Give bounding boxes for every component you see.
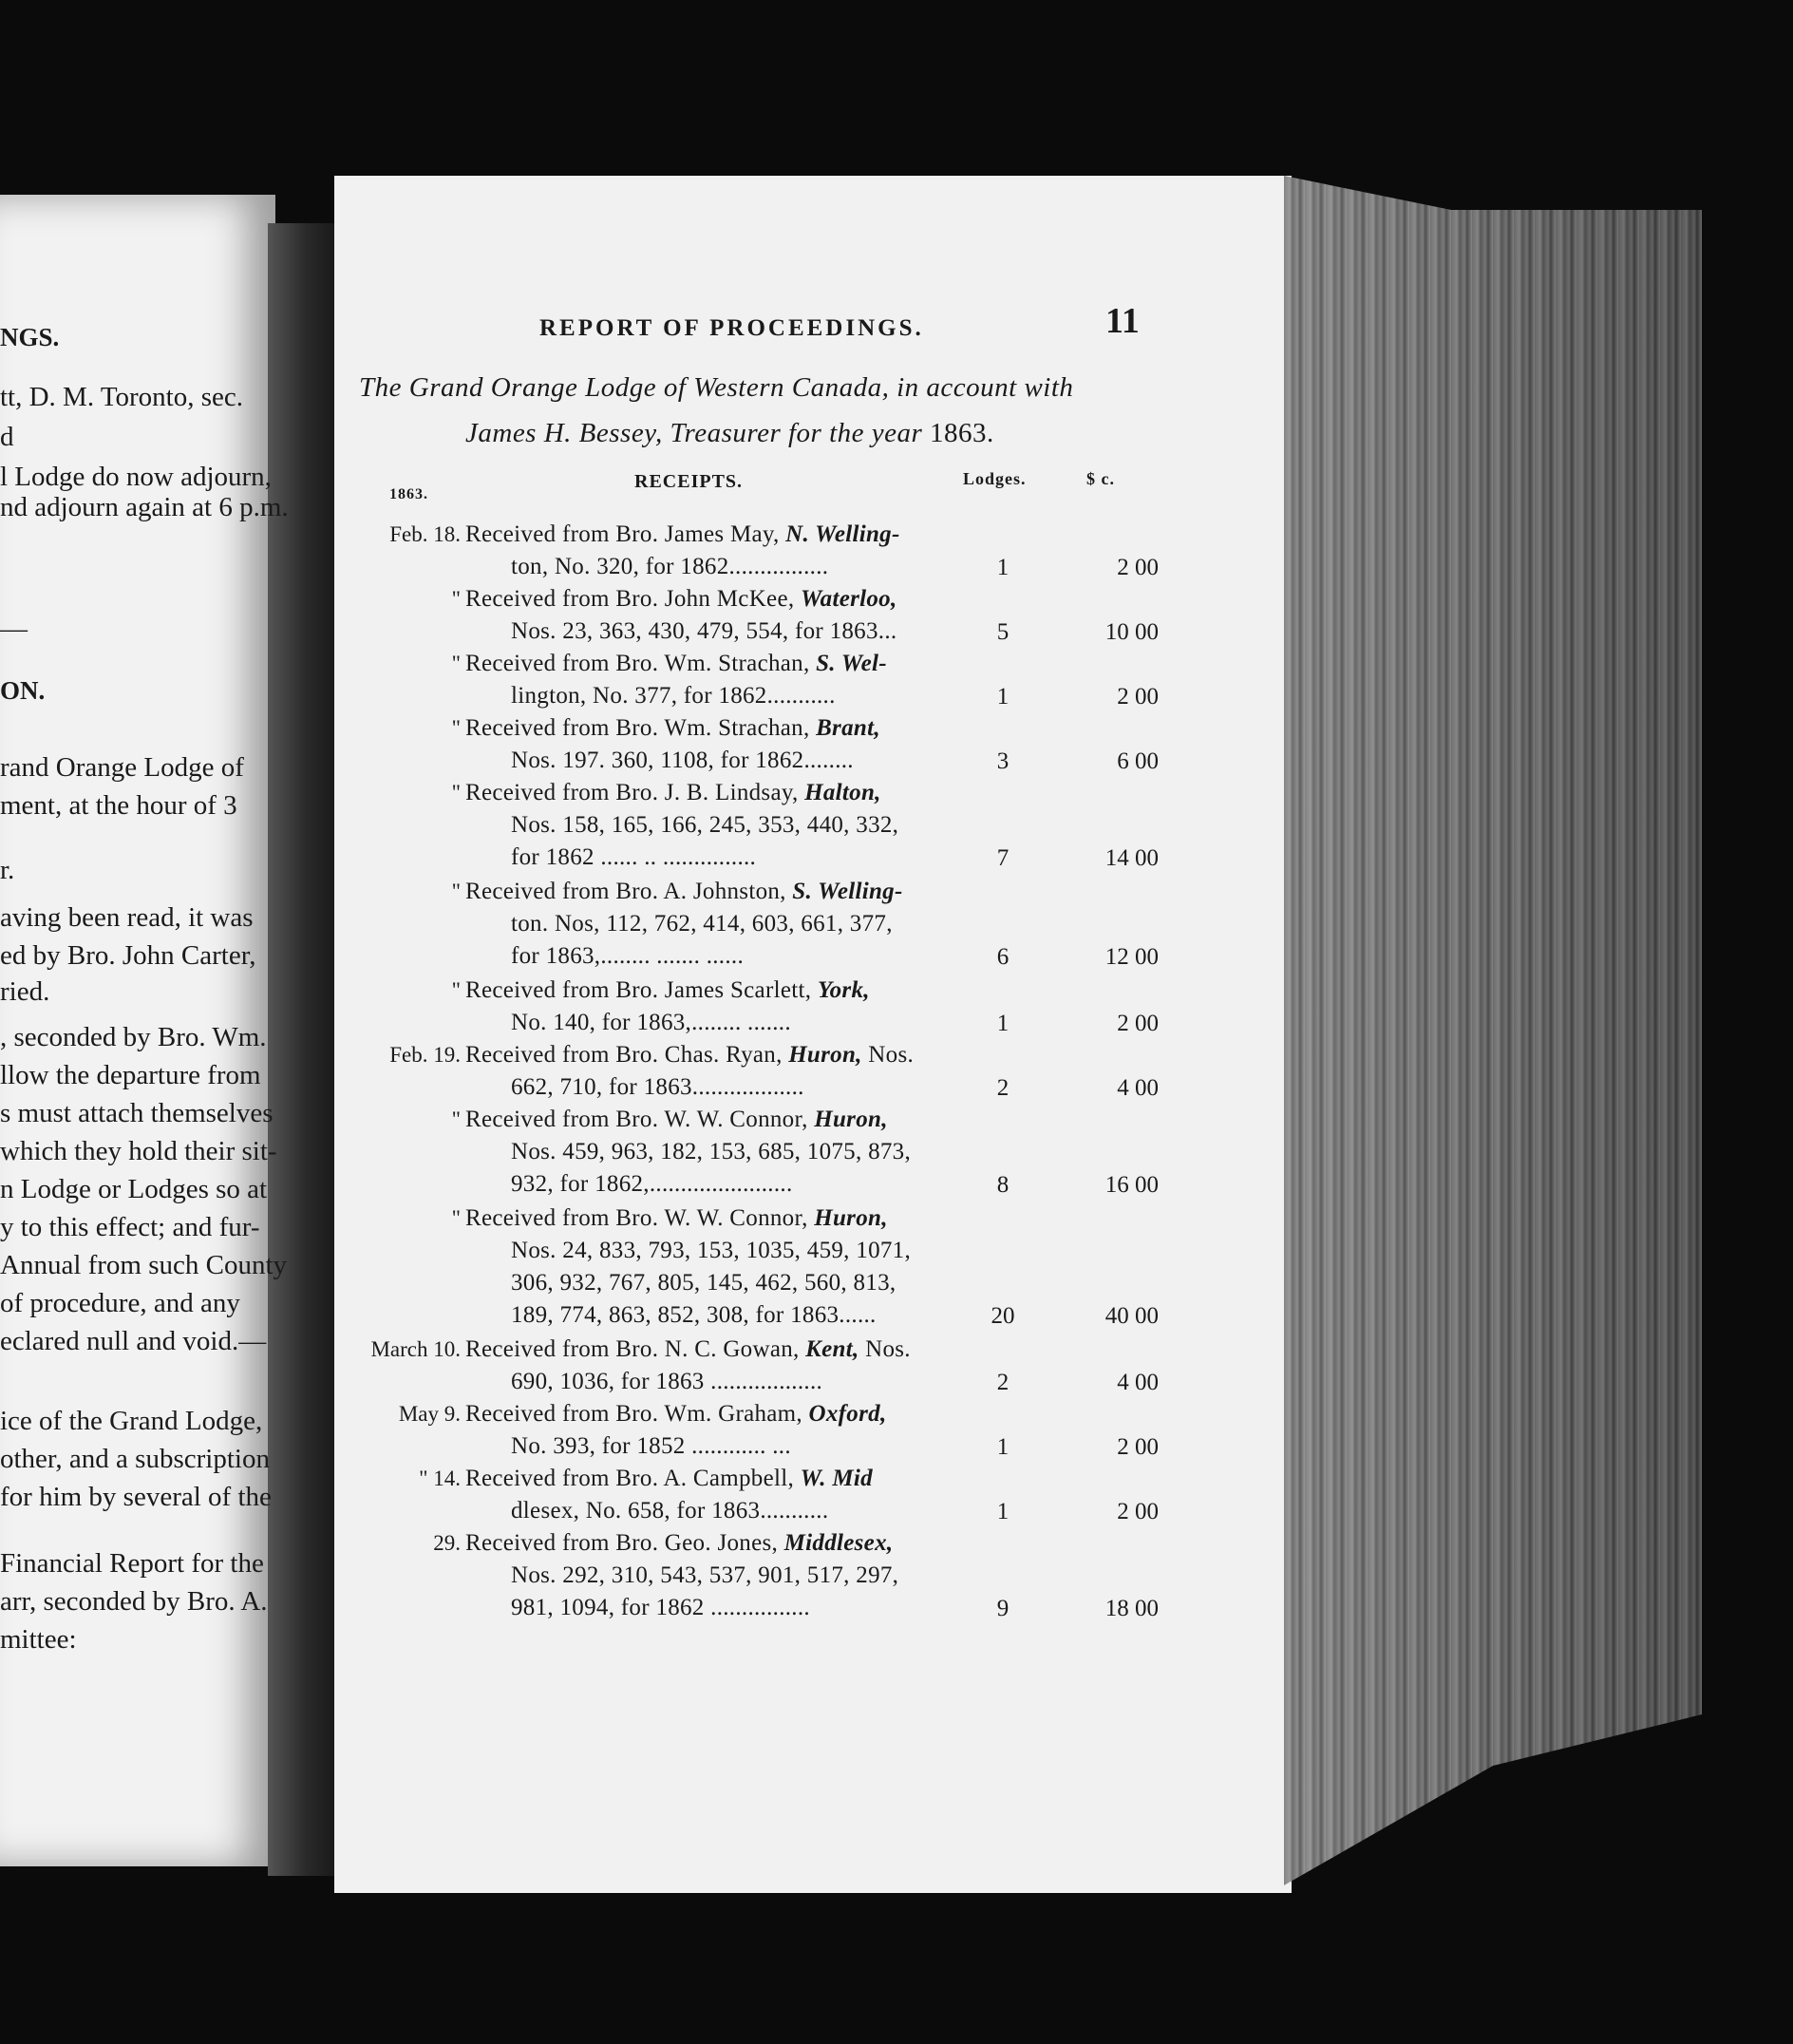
row-lodges: 7 bbox=[996, 845, 1010, 871]
row-amount: 2 00 bbox=[1117, 1499, 1159, 1524]
row-amount: 6 00 bbox=[1117, 748, 1159, 774]
row-line2: ton, No. 320, for 1862................ bbox=[511, 554, 829, 579]
row-lodges: 3 bbox=[996, 748, 1010, 774]
row-lodges: 6 bbox=[996, 944, 1010, 970]
left-page-line: other, and a subscription bbox=[0, 1444, 270, 1474]
row-line2: dlesex, No. 658, for 1863........... bbox=[511, 1498, 829, 1524]
row-line3: 932, for 1862,....................... bbox=[511, 1171, 793, 1197]
account-heading-year: 1863. bbox=[930, 418, 994, 448]
column-lodges: Lodges. bbox=[963, 469, 1027, 488]
row-date: " bbox=[451, 781, 461, 804]
row-description bbox=[465, 1334, 969, 1398]
left-page-line: s must attach themselves bbox=[0, 1098, 274, 1128]
row-line2: 662, 710, for 1863.................. bbox=[511, 1074, 804, 1100]
row-date: Feb. 19. bbox=[389, 1043, 461, 1067]
left-page-line: for him by several of the bbox=[0, 1482, 272, 1512]
row-date: " bbox=[451, 716, 461, 740]
row-amount: 12 00 bbox=[1104, 944, 1159, 970]
row-place: Huron, bbox=[814, 1107, 888, 1132]
account-heading-line2-text: James H. Bessey, Treasurer for the year bbox=[465, 418, 923, 448]
row-description bbox=[465, 1039, 969, 1104]
row-line1: Received from Bro. James Scarlett, bbox=[465, 977, 812, 1003]
row-amount: 2 00 bbox=[1117, 684, 1159, 710]
row-place: Huron, bbox=[788, 1042, 862, 1068]
row-line2: 690, 1036, for 1863 .................. bbox=[511, 1369, 823, 1394]
left-page-line: arr, seconded by Bro. A. bbox=[0, 1586, 268, 1617]
page-number: 11 bbox=[1105, 301, 1140, 341]
row-description bbox=[465, 876, 969, 973]
row-description bbox=[465, 777, 969, 874]
row-place: Oxford, bbox=[808, 1401, 887, 1427]
row-description bbox=[465, 648, 969, 712]
row-date: " bbox=[451, 880, 461, 903]
left-page-line: ment, at the hour of 3 bbox=[0, 790, 237, 821]
row-lodges: 1 bbox=[996, 1011, 1010, 1036]
row-line3: 981, 1094, for 1862 ................ bbox=[511, 1595, 810, 1620]
row-line2: Nos. 23, 363, 430, 479, 554, for 1863... bbox=[511, 618, 897, 644]
row-lodges: 1 bbox=[996, 555, 1010, 580]
row-date: " bbox=[451, 1107, 461, 1131]
row-place: Halton, bbox=[804, 780, 881, 805]
row-line1-after: Nos. bbox=[865, 1336, 911, 1362]
row-line3: for 1862 ...... .. ............... bbox=[511, 844, 757, 870]
row-amount: 10 00 bbox=[1104, 619, 1159, 645]
left-page-line: mittee: bbox=[0, 1624, 77, 1655]
row-line2: Nos. 459, 963, 182, 153, 685, 1075, 873, bbox=[511, 1139, 912, 1164]
row-place: Brant, bbox=[816, 715, 880, 741]
row-place: S. Wel- bbox=[816, 651, 887, 676]
row-line2: No. 393, for 1852 ............ ... bbox=[511, 1433, 791, 1459]
row-place: W. Mid bbox=[800, 1466, 873, 1491]
row-line3: 306, 932, 767, 805, 145, 462, 560, 813, bbox=[511, 1270, 896, 1296]
row-line1-after: Nos. bbox=[868, 1042, 915, 1068]
row-date: Feb. 18. bbox=[389, 522, 461, 546]
row-date: May 9. bbox=[398, 1402, 461, 1426]
row-place: Kent, bbox=[805, 1336, 859, 1362]
row-line2: lington, No. 377, for 1862........... bbox=[511, 683, 836, 709]
left-page-line: ed by Bro. John Carter, bbox=[0, 940, 256, 971]
row-line2: Nos. 292, 310, 543, 537, 901, 517, 297, bbox=[511, 1562, 899, 1588]
row-description bbox=[465, 1104, 969, 1201]
row-amount: 2 00 bbox=[1117, 1434, 1159, 1460]
left-page-line: d bbox=[0, 422, 14, 452]
row-amount: 2 00 bbox=[1117, 1011, 1159, 1036]
left-page-line: l Lodge do now adjourn, bbox=[0, 462, 272, 492]
row-description bbox=[465, 975, 969, 1039]
row-line1: Received from Bro. Chas. Ryan, bbox=[465, 1042, 783, 1068]
column-receipts: RECEIPTS. bbox=[634, 471, 744, 492]
row-amount: 16 00 bbox=[1104, 1172, 1159, 1198]
left-page-line: Financial Report for the bbox=[0, 1548, 264, 1579]
row-line2: Nos. 24, 833, 793, 153, 1035, 459, 1071, bbox=[511, 1238, 912, 1263]
row-line1: Received from Bro. W. W. Connor, bbox=[465, 1107, 808, 1132]
row-description bbox=[465, 1398, 969, 1463]
row-date: " bbox=[451, 652, 461, 675]
row-description bbox=[465, 583, 969, 648]
row-place: Waterloo, bbox=[800, 586, 897, 612]
left-page-line: , seconded by Bro. Wm. bbox=[0, 1022, 267, 1052]
row-line1: Received from Bro. A. Campbell, bbox=[465, 1466, 795, 1491]
row-lodges: 2 bbox=[996, 1075, 1010, 1101]
row-description bbox=[465, 1527, 969, 1624]
account-heading-line1: The Grand Orange Lodge of Western Canada, in account with bbox=[359, 372, 1074, 403]
row-line2: Nos. 197. 360, 1108, for 1862........ bbox=[511, 748, 854, 773]
row-lodges: 8 bbox=[996, 1172, 1010, 1198]
row-line4: 189, 774, 863, 852, 308, for 1863...... bbox=[511, 1302, 877, 1328]
row-line1: Received from Bro. Geo. Jones, bbox=[465, 1530, 779, 1556]
row-lodges: 9 bbox=[996, 1596, 1010, 1621]
left-page-line: ice of the Grand Lodge, bbox=[0, 1406, 263, 1436]
row-line3: for 1863,........ ....... ...... bbox=[511, 943, 744, 969]
account-heading-line2 bbox=[465, 418, 994, 449]
page-edges-shade bbox=[1284, 176, 1702, 1885]
row-date: " bbox=[451, 978, 461, 1002]
row-description bbox=[465, 519, 969, 583]
left-page-line: ON. bbox=[0, 676, 46, 705]
left-page-line: y to this effect; and fur- bbox=[0, 1212, 260, 1242]
left-page-line: n Lodge or Lodges so at bbox=[0, 1174, 268, 1204]
row-lodges: 1 bbox=[996, 1499, 1010, 1524]
row-amount: 4 00 bbox=[1117, 1370, 1159, 1395]
row-description bbox=[465, 712, 969, 777]
row-date: " 14. bbox=[419, 1467, 461, 1490]
row-place: York, bbox=[817, 977, 870, 1003]
row-place: N. Welling- bbox=[785, 521, 900, 547]
row-line1: Received from Bro. A. Johnston, bbox=[465, 879, 786, 904]
row-place: Huron, bbox=[814, 1205, 888, 1231]
left-page-line: ried. bbox=[0, 976, 50, 1007]
row-line1: Received from Bro. Wm. Strachan, bbox=[465, 651, 810, 676]
left-page-line: NGS. bbox=[0, 323, 60, 351]
row-line1: Received from Bro. N. C. Gowan, bbox=[465, 1336, 800, 1362]
left-page-line: eclared null and void.— bbox=[0, 1326, 267, 1356]
row-date: " bbox=[451, 587, 461, 611]
left-page-line: of procedure, and any bbox=[0, 1288, 240, 1318]
row-amount: 2 00 bbox=[1117, 555, 1159, 580]
row-date: March 10. bbox=[370, 1337, 461, 1361]
row-place: Middlesex, bbox=[783, 1530, 894, 1556]
row-line2: Nos. 158, 165, 166, 245, 353, 440, 332, bbox=[511, 812, 899, 838]
left-page-line: tt, D. M. Toronto, sec. bbox=[0, 382, 244, 412]
row-amount: 18 00 bbox=[1104, 1596, 1159, 1621]
row-place: S. Welling- bbox=[792, 879, 903, 904]
left-page-line: r. bbox=[0, 855, 15, 885]
row-line1: Received from Bro. John McKee, bbox=[465, 586, 795, 612]
row-line1: Received from Bro. W. W. Connor, bbox=[465, 1205, 808, 1231]
row-line1: Received from Bro. Wm. Graham, bbox=[465, 1401, 802, 1427]
row-line2: ton. Nos, 112, 762, 414, 603, 661, 377, bbox=[511, 911, 893, 937]
row-amount: 40 00 bbox=[1104, 1303, 1159, 1329]
row-line1: Received from Bro. James May, bbox=[465, 521, 780, 547]
row-date: 29. bbox=[433, 1531, 461, 1555]
row-lodges: 5 bbox=[996, 619, 1010, 645]
left-page-line: which they hold their sit- bbox=[0, 1136, 277, 1166]
left-page-line: aving been read, it was bbox=[0, 902, 254, 933]
row-lodges: 2 bbox=[996, 1370, 1010, 1395]
left-page-line: — bbox=[0, 614, 28, 644]
row-amount: 14 00 bbox=[1104, 845, 1159, 871]
row-lodges: 1 bbox=[996, 684, 1010, 710]
row-lodges: 1 bbox=[996, 1434, 1010, 1460]
row-line1: Received from Bro. J. B. Lindsay, bbox=[465, 780, 799, 805]
running-head: REPORT OF PROCEEDINGS. bbox=[539, 315, 924, 341]
left-page-line: nd adjourn again at 6 p.m. bbox=[0, 492, 289, 522]
left-page-line: rand Orange Lodge of bbox=[0, 752, 244, 783]
row-description bbox=[465, 1463, 969, 1527]
row-lodges: 20 bbox=[991, 1303, 1015, 1329]
left-page-line: llow the departure from bbox=[0, 1060, 261, 1090]
row-line1: Received from Bro. Wm. Strachan, bbox=[465, 715, 810, 741]
row-amount: 4 00 bbox=[1117, 1075, 1159, 1101]
left-page-line: Annual from such County bbox=[0, 1250, 288, 1280]
row-description bbox=[465, 1202, 969, 1332]
row-date: " bbox=[451, 1206, 461, 1230]
column-year: 1863. bbox=[389, 486, 428, 502]
row-line2: No. 140, for 1863,........ ....... bbox=[511, 1010, 791, 1035]
column-dollars-cents: $ c. bbox=[1086, 469, 1115, 488]
